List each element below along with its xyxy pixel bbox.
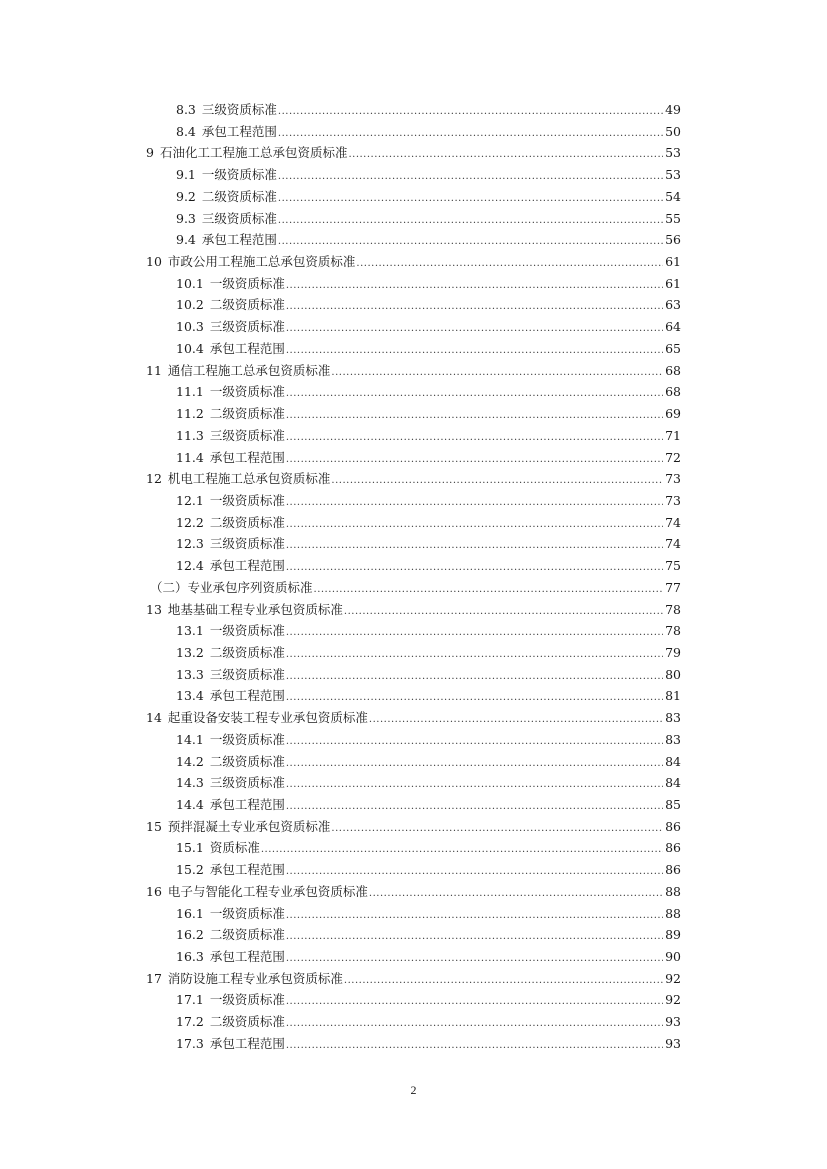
toc-entry-page: 92 — [665, 970, 681, 986]
toc-entry[interactable] — [146, 772, 681, 794]
toc-entry[interactable] — [146, 294, 681, 316]
toc-entry-page: 83 — [665, 710, 681, 726]
toc-entry[interactable] — [146, 837, 681, 859]
toc-dot-leader — [286, 447, 663, 469]
toc-dot-leader — [314, 577, 663, 599]
toc-entry-title: 承包工程范围 — [209, 797, 285, 812]
toc-entry-title: 预拌混凝土专业承包资质标准 — [167, 818, 331, 834]
toc-entry-title: 电子与智能化工程专业承包资质标准 — [167, 883, 368, 899]
toc-entry-number: 14 — [146, 710, 162, 726]
toc-entry[interactable] — [146, 142, 681, 164]
toc-entry[interactable] — [146, 599, 681, 621]
toc-entry[interactable] — [146, 338, 681, 360]
toc-entry-page: 55 — [665, 210, 681, 226]
toc-dot-leader — [286, 729, 663, 751]
toc-entry-number: 10.3 — [176, 319, 204, 335]
toc-entry-title: 二级资质标准 — [209, 927, 285, 943]
toc-entry-number: 12.1 — [176, 492, 204, 508]
toc-dot-leader — [286, 338, 663, 360]
toc-entry-page: 74 — [665, 536, 681, 552]
toc-entry-number: 9.1 — [176, 167, 196, 183]
toc-entry-number: 11.2 — [176, 406, 204, 422]
toc-entry-title: 一级资质标准 — [209, 492, 285, 508]
toc-entry-page: 88 — [665, 905, 681, 921]
toc-entry-page: 86 — [665, 840, 681, 856]
toc-entry-number: 13.1 — [176, 623, 204, 639]
toc-dot-leader — [344, 968, 663, 990]
toc-entry-page: 69 — [665, 406, 681, 422]
toc-entry-title: （二）专业承包序列资质标准 — [150, 579, 313, 595]
toc-entry-page: 78 — [665, 601, 681, 617]
toc-entry[interactable] — [146, 989, 681, 1011]
toc-entry-number: 17 — [146, 970, 162, 986]
toc-dot-leader — [286, 555, 663, 577]
toc-entry-page: 93 — [665, 1014, 681, 1030]
toc-entry-title: 承包工程范围 — [209, 949, 285, 965]
toc-entry[interactable] — [146, 403, 681, 425]
toc-dot-leader — [331, 816, 663, 838]
toc-entry[interactable] — [146, 751, 681, 773]
toc-dot-leader — [286, 664, 663, 686]
toc-dot-leader — [286, 533, 663, 555]
toc-entry-page: 92 — [665, 992, 681, 1008]
toc-dot-leader — [348, 142, 663, 164]
toc-entry-page: 73 — [665, 471, 681, 487]
toc-entry[interactable] — [146, 816, 681, 838]
toc-entry-title: 三级资质标准 — [201, 210, 277, 226]
toc-entry[interactable] — [146, 946, 681, 968]
toc-entry-number: 14.4 — [176, 797, 204, 812]
toc-dot-leader — [278, 164, 663, 186]
toc-entry-number: 14.1 — [176, 731, 204, 747]
toc-entry-title: 一级资质标准 — [209, 992, 285, 1008]
toc-entry[interactable] — [146, 273, 681, 295]
toc-entry-number: 9.2 — [176, 188, 196, 204]
toc-entry-number: 9.4 — [176, 232, 196, 248]
toc-entry-page: 84 — [665, 775, 681, 791]
toc-dot-leader — [286, 1033, 663, 1055]
toc-dot-leader — [278, 208, 663, 230]
toc-entry-title: 承包工程范围 — [201, 232, 277, 248]
toc-dot-leader — [356, 251, 663, 273]
toc-entry-title: 通信工程施工总承包资质标准 — [167, 362, 331, 378]
toc-entry-page: 50 — [665, 123, 681, 139]
toc-entry-number: 16.2 — [176, 927, 204, 943]
toc-entry-number: 9.3 — [176, 210, 196, 226]
toc-entry[interactable] — [146, 685, 681, 707]
toc-entry-title: 三级资质标准 — [209, 775, 285, 791]
page-number: 2 — [410, 1083, 417, 1097]
toc-entry-page: 68 — [665, 384, 681, 400]
toc-entry-number: 13.4 — [176, 688, 204, 704]
toc-entry-title: 资质标准 — [209, 840, 260, 856]
toc-entry-page: 86 — [665, 818, 681, 834]
toc-entry[interactable] — [146, 208, 681, 230]
toc-dot-leader — [331, 360, 663, 382]
toc-dot-leader — [286, 794, 663, 816]
toc-entry-title: 一级资质标准 — [209, 731, 285, 747]
toc-dot-leader — [344, 599, 663, 621]
toc-entry-title: 二级资质标准 — [209, 753, 285, 769]
toc-entry-page: 86 — [665, 862, 681, 878]
toc-entry-number: 16 — [146, 883, 162, 899]
toc-entry-number: 14.3 — [176, 775, 204, 791]
toc-entry-number: 9 — [146, 145, 154, 161]
toc-entry-page: 61 — [665, 275, 681, 291]
toc-entry-number: 17.3 — [176, 1035, 204, 1051]
toc-entry[interactable] — [146, 512, 681, 534]
toc-entry-title: 一级资质标准 — [201, 167, 277, 183]
toc-entry-number: 10.1 — [176, 275, 204, 291]
toc-entry-page: 73 — [665, 492, 681, 508]
toc-entry-title: 三级资质标准 — [209, 666, 285, 682]
toc-entry-page: 68 — [665, 362, 681, 378]
toc-entry-title: 承包工程范围 — [209, 862, 285, 878]
toc-entry-number: 8.4 — [176, 123, 196, 139]
toc-entry-number: 11.4 — [176, 449, 204, 465]
toc-entry[interactable] — [146, 229, 681, 251]
toc-dot-leader — [286, 946, 663, 968]
toc-entry-title: 市政公用工程施工总承包资质标准 — [167, 254, 356, 270]
toc-entry-page: 72 — [665, 449, 681, 465]
toc-dot-leader — [286, 924, 663, 946]
toc-dot-leader — [286, 425, 663, 447]
toc-entry-title: 三级资质标准 — [201, 102, 277, 117]
toc-entry-number: 12.4 — [176, 558, 204, 574]
toc-entry[interactable] — [146, 577, 681, 599]
toc-dot-leader — [286, 685, 663, 707]
toc-entry[interactable] — [146, 447, 681, 469]
toc-dot-leader — [286, 1011, 663, 1033]
toc-entry[interactable] — [146, 164, 681, 186]
toc-entry-page: 74 — [665, 514, 681, 530]
toc-entry-page: 79 — [665, 644, 681, 660]
toc-entry[interactable] — [146, 533, 681, 555]
toc-entry-number: 10.4 — [176, 340, 204, 356]
toc-entry-title: 二级资质标准 — [209, 406, 285, 422]
toc-dot-leader — [286, 642, 663, 664]
toc-entry[interactable] — [146, 881, 681, 903]
toc-entry-page: 53 — [665, 167, 681, 183]
toc-entry-title: 二级资质标准 — [209, 1014, 285, 1030]
toc-entry-title: 一级资质标准 — [209, 384, 285, 400]
toc-entry-title: 承包工程范围 — [201, 123, 277, 139]
toc-entry[interactable] — [146, 381, 681, 403]
toc-entry-title: 机电工程施工总承包资质标准 — [167, 471, 331, 487]
toc-dot-leader — [369, 881, 663, 903]
toc-entry-page: 85 — [665, 797, 681, 812]
toc-entry[interactable] — [146, 664, 681, 686]
toc-entry-number: 13 — [146, 601, 162, 617]
toc-entry[interactable] — [146, 794, 681, 816]
toc-dot-leader — [286, 294, 663, 316]
toc-entry-title: 承包工程范围 — [209, 688, 285, 704]
toc-entry[interactable] — [146, 729, 681, 751]
toc-entry-title: 三级资质标准 — [209, 319, 285, 335]
toc-entry[interactable] — [146, 99, 681, 121]
toc-entry-number: 16.1 — [176, 905, 204, 921]
toc-entry-page: 65 — [665, 340, 681, 356]
toc-entry-page: 78 — [665, 623, 681, 639]
toc-entry-title: 一级资质标准 — [209, 905, 285, 921]
toc-dot-leader — [286, 316, 663, 338]
toc-entry-title: 二级资质标准 — [209, 297, 285, 313]
toc-entry-page: 93 — [665, 1035, 681, 1051]
toc-dot-leader — [286, 751, 663, 773]
toc-entry[interactable] — [146, 859, 681, 881]
toc-dot-leader — [286, 381, 663, 403]
toc-entry-number: 17.2 — [176, 1014, 204, 1030]
toc-entry-title: 承包工程范围 — [209, 449, 285, 465]
toc-dot-leader — [369, 707, 663, 729]
toc-entry-number: 12.3 — [176, 536, 204, 552]
toc-entry-number: 15.1 — [176, 840, 204, 856]
toc-dot-leader — [286, 903, 663, 925]
toc-entry-number: 15 — [146, 818, 162, 834]
toc-entry-page: 90 — [665, 949, 681, 965]
toc-entry[interactable] — [146, 903, 681, 925]
toc-entry-page: 89 — [665, 927, 681, 943]
toc-entry-title: 承包工程范围 — [209, 340, 285, 356]
toc-entry-number: 11.1 — [176, 384, 204, 400]
toc-dot-leader — [286, 620, 663, 642]
toc-entry-title: 二级资质标准 — [201, 188, 277, 204]
toc-entry-title: 起重设备安装工程专业承包资质标准 — [167, 710, 368, 726]
toc-entry-number: 10 — [146, 254, 162, 270]
toc-entry-title: 三级资质标准 — [209, 536, 285, 552]
toc-entry-number: 11 — [146, 362, 162, 378]
toc-entry-number: 12.2 — [176, 514, 204, 530]
toc-entry-number: 13.3 — [176, 666, 204, 682]
toc-entry-page: 88 — [665, 883, 681, 899]
toc-entry-title: 一级资质标准 — [209, 623, 285, 639]
toc-entry[interactable] — [146, 1011, 681, 1033]
toc-entry-page: 53 — [665, 145, 681, 161]
toc-entry-title: 二级资质标准 — [209, 514, 285, 530]
toc-dot-leader — [286, 512, 663, 534]
toc-entry[interactable] — [146, 316, 681, 338]
toc-entry[interactable] — [146, 620, 681, 642]
toc-entry-page: 83 — [665, 731, 681, 747]
toc-entry[interactable] — [146, 121, 681, 143]
toc-dot-leader — [286, 403, 663, 425]
toc-dot-leader — [278, 99, 663, 121]
toc-dot-leader — [286, 859, 663, 881]
toc-entry[interactable] — [146, 468, 681, 490]
toc-dot-leader — [278, 121, 663, 143]
toc-entry-page: 49 — [665, 102, 681, 117]
toc-entry[interactable] — [146, 1033, 681, 1055]
toc-entry-page: 54 — [665, 188, 681, 204]
toc-dot-leader — [286, 772, 663, 794]
toc-entry-page: 56 — [665, 232, 681, 248]
toc-entry-title: 地基基础工程专业承包资质标准 — [167, 601, 343, 617]
toc-entry[interactable] — [146, 490, 681, 512]
toc-entry-page: 81 — [665, 688, 681, 704]
toc-dot-leader — [261, 837, 663, 859]
toc-entry-page: 77 — [665, 579, 681, 595]
toc-entry[interactable] — [146, 707, 681, 729]
toc-entry[interactable] — [146, 360, 681, 382]
toc-entry-number: 13.2 — [176, 644, 204, 660]
toc-dot-leader — [286, 273, 663, 295]
toc-entry-title: 三级资质标准 — [209, 427, 285, 443]
toc-entry-number: 17.1 — [176, 992, 204, 1008]
toc-entry-page: 71 — [665, 427, 681, 443]
toc-entry-number: 15.2 — [176, 862, 204, 878]
toc-entry[interactable] — [146, 642, 681, 664]
table-of-contents — [146, 99, 681, 1055]
toc-entry[interactable] — [146, 555, 681, 577]
toc-dot-leader — [278, 186, 663, 208]
toc-entry-title: 消防设施工程专业承包资质标准 — [167, 970, 343, 986]
toc-entry[interactable] — [146, 425, 681, 447]
toc-entry-page: 75 — [665, 558, 681, 574]
toc-entry-page: 61 — [665, 254, 681, 270]
toc-entry[interactable] — [146, 924, 681, 946]
toc-entry[interactable] — [146, 968, 681, 990]
toc-entry-number: 12 — [146, 471, 162, 487]
toc-entry[interactable] — [146, 186, 681, 208]
toc-entry-page: 84 — [665, 753, 681, 769]
toc-entry-page: 63 — [665, 297, 681, 313]
toc-entry-title: 承包工程范围 — [209, 558, 285, 574]
toc-entry-page: 80 — [665, 666, 681, 682]
toc-dot-leader — [278, 229, 663, 251]
toc-entry-title: 二级资质标准 — [209, 644, 285, 660]
toc-entry-number: 10.2 — [176, 297, 204, 313]
toc-dot-leader — [286, 490, 663, 512]
toc-entry-page: 64 — [665, 319, 681, 335]
toc-entry-number: 16.3 — [176, 949, 204, 965]
toc-entry-number: 11.3 — [176, 427, 204, 443]
toc-entry-title: 一级资质标准 — [209, 275, 285, 291]
toc-dot-leader — [286, 989, 663, 1011]
toc-entry-number: 14.2 — [176, 753, 204, 769]
toc-entry-title: 石油化工工程施工总承包资质标准 — [159, 145, 348, 161]
toc-dot-leader — [331, 468, 663, 490]
toc-entry-number: 8.3 — [176, 102, 196, 117]
toc-entry-title: 承包工程范围 — [209, 1035, 285, 1051]
toc-entry[interactable] — [146, 251, 681, 273]
